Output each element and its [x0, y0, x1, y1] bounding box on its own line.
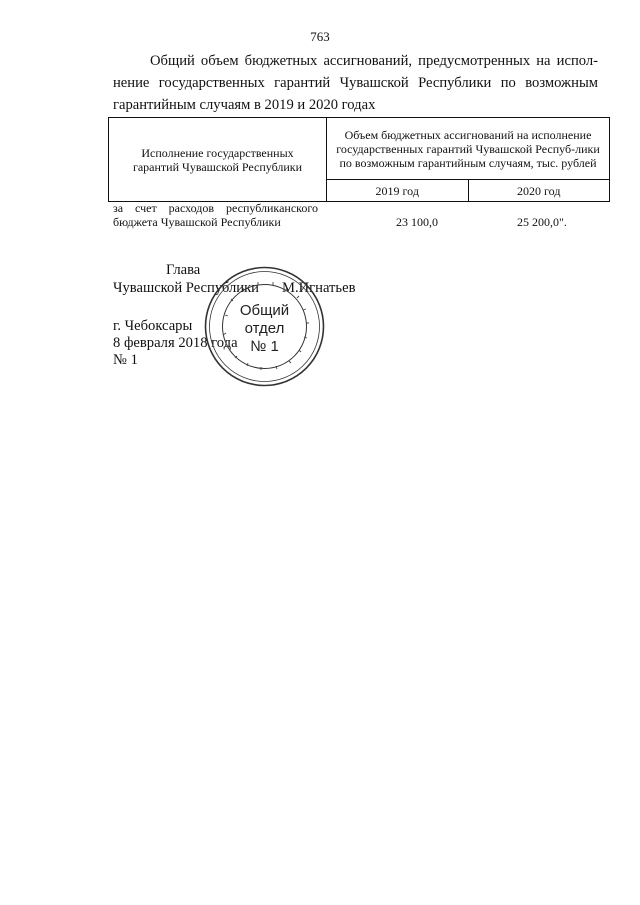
heading-line-3: гарантийным случаям в 2019 и 2020 годах: [113, 97, 376, 113]
row-value-2019: 23 100,0: [396, 215, 438, 229]
official-stamp-seal: [203, 265, 326, 388]
year-2020-header: 2020 год: [468, 180, 610, 202]
signature-title-1: Глава: [166, 262, 201, 278]
year-2019-header: 2019 год: [327, 180, 469, 202]
heading-line-2: нение государственных гарантий Чувашской Республики по возможным: [113, 75, 598, 91]
signature-city: г. Чебоксары: [113, 318, 193, 334]
appropriations-table: [108, 117, 610, 202]
signature-date: 8 февраля 2018 года: [113, 335, 238, 351]
stamp-center-line-2: отдел: [244, 320, 285, 337]
document-heading: [113, 50, 598, 116]
col1-header-text: Исполнение государственных гарантий Чувашской Республики: [132, 145, 303, 174]
stamp-center-line-1: Общий: [239, 302, 290, 319]
col1-header: [109, 118, 327, 202]
heading-line-1: Общий объем бюджетных ассигнований, предусмотренных на испол-: [150, 53, 598, 69]
signature-number: № 1: [113, 352, 138, 368]
row-label: за счет расходов республиканского бюджета Чувашской Республики: [113, 201, 318, 229]
signature-title-2: Чувашской Республики: [113, 280, 259, 296]
signature-name: М.Игнатьев: [282, 280, 356, 296]
col2-header: [327, 118, 610, 180]
col2-header-text: Объем бюджетных ассигнований на исполнение государственных гарантий Чувашской Респуб-лики по возможным гарантийным случаям, тыс. рублей: [336, 127, 600, 170]
page-number: 763: [310, 29, 330, 44]
stamp-center-line-3: № 1: [250, 338, 279, 355]
table-row: [113, 201, 610, 235]
row-value-2020: 25 200,0".: [517, 215, 567, 229]
